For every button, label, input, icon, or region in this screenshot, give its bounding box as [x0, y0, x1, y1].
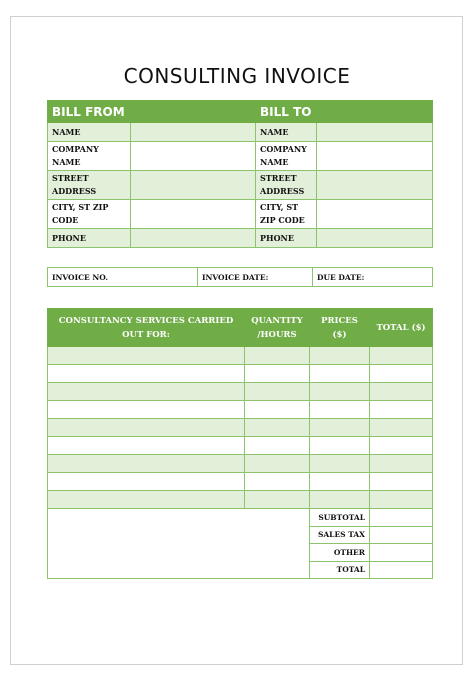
- line-total-cell[interactable]: [370, 347, 433, 365]
- invoice-date-field[interactable]: INVOICE DATE:: [198, 268, 313, 287]
- total-header: TOTAL ($): [370, 309, 433, 347]
- quantity-cell[interactable]: [245, 383, 310, 401]
- service-row: [48, 473, 433, 491]
- services-header: CONSULTANCY SERVICES CARRIED OUT FOR:: [48, 309, 245, 347]
- from-city-field[interactable]: [131, 200, 256, 229]
- to-city-label: CITY, ST ZIP CODE: [256, 200, 317, 229]
- from-company-label: COMPANY NAME: [48, 142, 131, 171]
- price-cell[interactable]: [310, 473, 370, 491]
- quantity-cell[interactable]: [245, 455, 310, 473]
- totals-label: TOTAL: [310, 561, 370, 579]
- from-phone-label: PHONE: [48, 229, 131, 248]
- totals-value-cell[interactable]: [370, 561, 433, 579]
- due-date-field[interactable]: DUE DATE:: [313, 268, 433, 287]
- to-city-field[interactable]: [317, 200, 433, 229]
- quantity-cell[interactable]: [245, 401, 310, 419]
- totals-label: SALES TAX: [310, 526, 370, 544]
- services-table: [47, 308, 433, 579]
- price-cell[interactable]: [310, 419, 370, 437]
- service-description-cell[interactable]: [48, 473, 245, 491]
- line-total-cell[interactable]: [370, 401, 433, 419]
- totals-label: OTHER: [310, 544, 370, 562]
- service-row: [48, 419, 433, 437]
- from-city-label: CITY, ST ZIP CODE: [48, 200, 131, 229]
- service-description-cell[interactable]: [48, 383, 245, 401]
- quantity-cell[interactable]: [245, 365, 310, 383]
- to-company-field[interactable]: [317, 142, 433, 171]
- line-total-cell[interactable]: [370, 491, 433, 509]
- to-street-field[interactable]: [317, 171, 433, 200]
- prices-header: PRICES ($): [310, 309, 370, 347]
- to-street-label: STREET ADDRESS: [256, 171, 317, 200]
- quantity-cell[interactable]: [245, 347, 310, 365]
- totals-value-cell[interactable]: [370, 526, 433, 544]
- invoice-info-table: [47, 267, 433, 287]
- line-total-cell[interactable]: [370, 365, 433, 383]
- quantity-cell[interactable]: [245, 473, 310, 491]
- to-name-label: NAME: [256, 123, 317, 142]
- from-name-field[interactable]: [131, 123, 256, 142]
- price-cell[interactable]: [310, 455, 370, 473]
- service-description-cell[interactable]: [48, 437, 245, 455]
- service-row: [48, 347, 433, 365]
- invoice-number-field[interactable]: INVOICE NO.: [48, 268, 198, 287]
- service-row: [48, 437, 433, 455]
- line-total-cell[interactable]: [370, 473, 433, 491]
- totals-row: [48, 509, 433, 527]
- to-phone-field[interactable]: [317, 229, 433, 248]
- from-phone-field[interactable]: [131, 229, 256, 248]
- quantity-cell[interactable]: [245, 437, 310, 455]
- service-row: [48, 365, 433, 383]
- from-street-field[interactable]: [131, 171, 256, 200]
- line-total-cell[interactable]: [370, 419, 433, 437]
- price-cell[interactable]: [310, 491, 370, 509]
- service-description-cell[interactable]: [48, 455, 245, 473]
- quantity-header: QUANTITY /HOURS: [245, 309, 310, 347]
- from-company-field[interactable]: [131, 142, 256, 171]
- price-cell[interactable]: [310, 365, 370, 383]
- to-name-field[interactable]: [317, 123, 433, 142]
- service-description-cell[interactable]: [48, 401, 245, 419]
- from-name-label: NAME: [48, 123, 131, 142]
- service-row: [48, 401, 433, 419]
- service-row: [48, 491, 433, 509]
- bill-to-header: BILL TO: [256, 101, 433, 123]
- invoice-title: CONSULTING INVOICE: [123, 64, 351, 88]
- totals-value-cell[interactable]: [370, 544, 433, 562]
- price-cell[interactable]: [310, 437, 370, 455]
- service-description-cell[interactable]: [48, 491, 245, 509]
- quantity-cell[interactable]: [245, 491, 310, 509]
- from-street-label: STREET ADDRESS: [48, 171, 131, 200]
- totals-value-cell[interactable]: [370, 509, 433, 527]
- notes-area[interactable]: [48, 509, 310, 579]
- quantity-cell[interactable]: [245, 419, 310, 437]
- price-cell[interactable]: [310, 383, 370, 401]
- bill-from-to-table: [47, 100, 433, 248]
- line-total-cell[interactable]: [370, 437, 433, 455]
- price-cell[interactable]: [310, 347, 370, 365]
- to-company-label: COMPANY NAME: [256, 142, 317, 171]
- service-description-cell[interactable]: [48, 419, 245, 437]
- service-description-cell[interactable]: [48, 347, 245, 365]
- service-row: [48, 383, 433, 401]
- bill-from-header: BILL FROM: [48, 101, 256, 123]
- to-phone-label: PHONE: [256, 229, 317, 248]
- service-row: [48, 455, 433, 473]
- line-total-cell[interactable]: [370, 383, 433, 401]
- price-cell[interactable]: [310, 401, 370, 419]
- line-total-cell[interactable]: [370, 455, 433, 473]
- service-description-cell[interactable]: [48, 365, 245, 383]
- totals-label: SUBTOTAL: [310, 509, 370, 527]
